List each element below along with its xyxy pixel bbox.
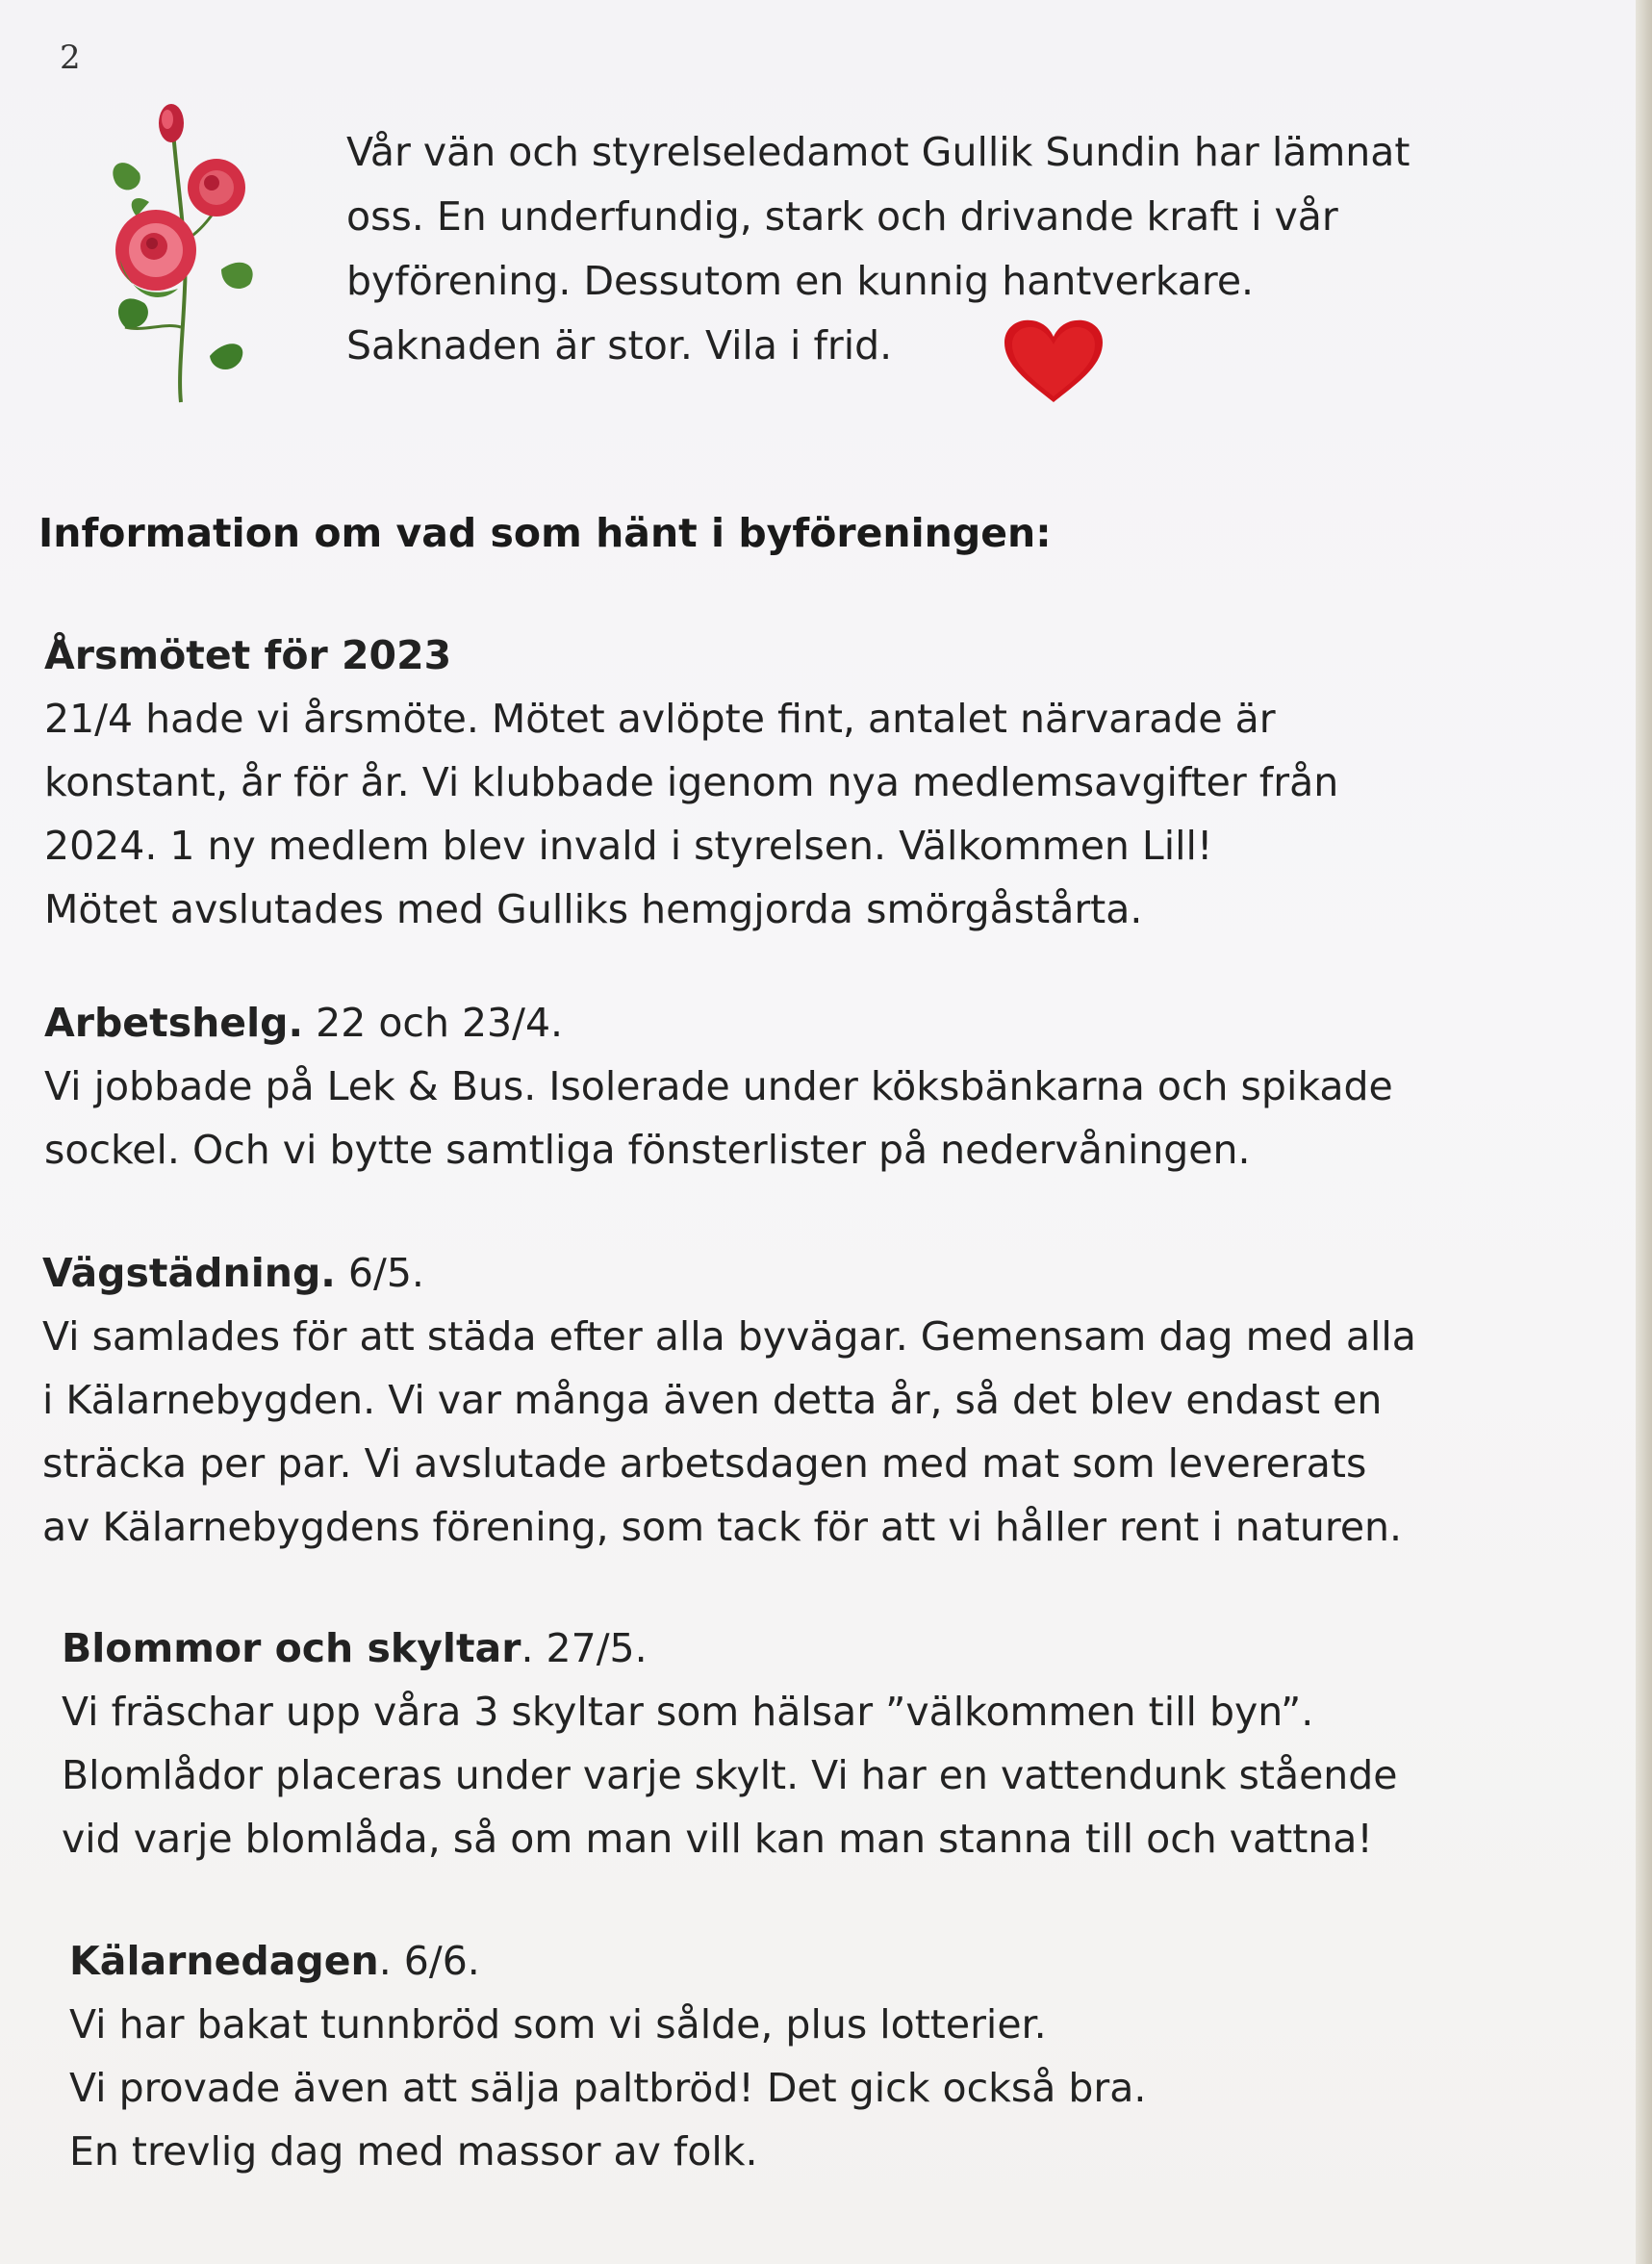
section-line: Vi provade även att sälja paltbröd! Det gick också bra. [69,2065,1147,2111]
section-date: . 27/5. [521,1625,648,1671]
section-arbetshelg [44,991,1584,1182]
section-date: 22 och 23/4. [303,1000,564,1046]
section-line: Blomlådor placeras under varje skylt. Vi har en vattendunk stående [62,1752,1398,1798]
memorial-line: oss. En underfundig, stark och drivande kraft i vår [346,193,1338,240]
section-arsmotet [44,623,1584,941]
memorial-text [346,120,1549,378]
rose-illustration [96,96,279,404]
memorial-line: Saknaden är stor. Vila i frid. [346,322,893,369]
section-line: Vi fräschar upp våra 3 skyltar som hälsar ”välkommen till byn”. [62,1689,1314,1735]
section-title: Vägstädning. [42,1250,336,1296]
section-title: Årsmötet för 2023 [44,632,452,678]
section-line: Vi har bakat tunnbröd som vi sålde, plus lotterier. [69,2001,1047,2048]
section-date: 6/5. [335,1250,424,1296]
memorial-line: byförening. Dessutom en kunnig hantverkare. [346,258,1255,304]
section-line: sträcka per par. Vi avslutade arbetsdagen med mat som levererats [42,1440,1367,1487]
section-title: Kälarnedagen [69,1938,379,1984]
section-kalarnedagen [69,1929,1609,2183]
heart-icon [1001,316,1106,404]
section-line: konstant, år för år. Vi klubbade igenom nya medlemsavgifter från [44,759,1339,805]
section-heading: Information om vad som hänt i byföreningen: [38,510,1052,556]
page-number: 2 [60,38,81,77]
section-date: . 6/6. [378,1938,480,1984]
section-line: Vi samlades för att städa efter alla byvägar. Gemensam dag med alla [42,1313,1416,1360]
section-vagstadning [42,1241,1582,1559]
section-line: En trevlig dag med massor av folk. [69,2128,758,2175]
section-line: i Kälarnebygden. Vi var många även detta år, så det blev endast en [42,1377,1383,1423]
section-title: Arbetshelg. [44,1000,304,1046]
section-line: 2024. 1 ny medlem blev invald i styrelsen. Välkommen Lill! [44,823,1213,869]
section-line: sockel. Och vi bytte samtliga fönsterlister på nedervåningen. [44,1127,1251,1173]
page-edge [1636,0,1652,2264]
section-line: vid varje blomlåda, så om man vill kan man stanna till och vattna! [62,1816,1373,1862]
section-line: Mötet avslutades med Gulliks hemgjorda smörgåstårta. [44,886,1143,932]
section-blommor-och-skyltar [62,1616,1601,1870]
memorial-line: Vår vän och styrelseledamot Gullik Sundin har lämnat [346,129,1411,175]
section-title: Blommor och skyltar [62,1625,521,1671]
section-line: Vi jobbade på Lek & Bus. Isolerade under köksbänkarna och spikade [44,1063,1393,1109]
section-line: av Kälarnebygdens förening, som tack för att vi håller rent i naturen. [42,1504,1403,1550]
section-line: 21/4 hade vi årsmöte. Mötet avlöpte fint, antalet närvarade är [44,696,1276,742]
